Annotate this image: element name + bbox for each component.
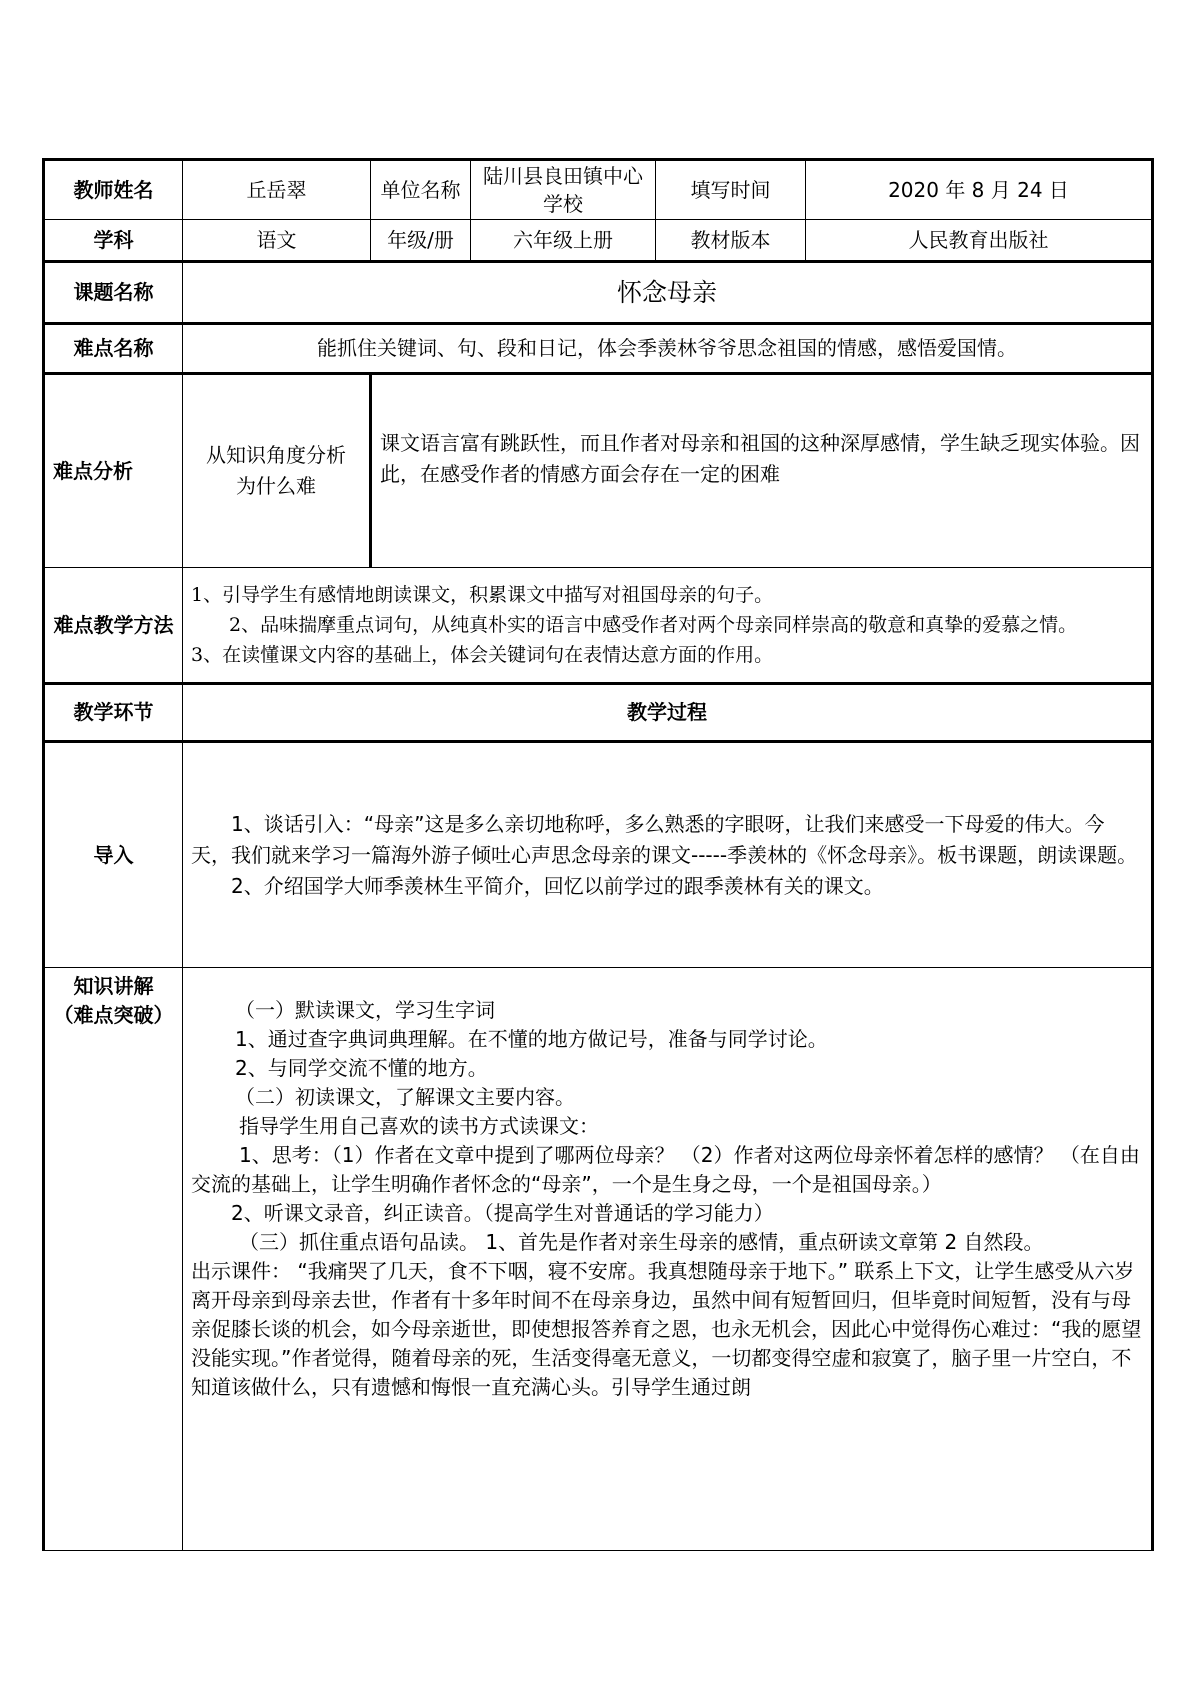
subject-label: 学科 — [44, 220, 183, 262]
knowledge-paragraph-7: 2、听课文录音，纠正读音。（提高学生对普通话的学习能力） — [231, 1201, 774, 1225]
process-header-value: 教学过程 — [183, 684, 1153, 742]
knowledge-paragraph-4: （二）初读课文，了解课文主要内容。 — [235, 1085, 575, 1109]
intro-paragraph-2: 2、介绍国学大师季羡林生平简介，回忆以前学过的跟季羡林有关的课文。 — [231, 873, 884, 898]
difficulty-value: 能抓住关键词、句、段和日记，体会季羡林爷爷思念祖国的情感，感悟爱国情。 — [183, 324, 1153, 374]
edition-label: 教材版本 — [656, 220, 806, 262]
fill-time-value: 2020 年 8 月 24 日 — [806, 160, 1153, 220]
method-item-1: 1、引导学生有感情地朗读课文，积累课文中描写对祖国母亲的句子。 — [191, 584, 774, 606]
method-item-3: 3、在读懂课文内容的基础上，体会关键词句在表情达意方面的作用。 — [191, 644, 774, 666]
lesson-plan-table — [42, 158, 1154, 1551]
knowledge-label-line2: （难点突破） — [53, 1003, 174, 1027]
topic-value: 怀念母亲 — [183, 262, 1153, 324]
teacher-name-value: 丘岳翠 — [183, 160, 371, 220]
teacher-name-label: 教师姓名 — [44, 160, 183, 220]
method-content — [183, 568, 1153, 684]
unit-name-value: 陆川县良田镇中心学校 — [471, 160, 656, 220]
grade-value: 六年级上册 — [471, 220, 656, 262]
intro-paragraph-1: 1、谈话引入：“母亲”这是多么亲切地称呼，多么熟悉的字眼呀，让我们来感受一下母爱的伟大。今天，我们就来学习一篇海外游子倾吐心声思念母亲的课文-----季羡林的《怀念母亲》。板书课题，朗读课题。 — [191, 811, 1138, 867]
fill-time-label: 填写时间 — [656, 160, 806, 220]
knowledge-paragraph-2: 1、通过查字典词典理解。在不懂的地方做记号，准备与同学讨论。 — [235, 1027, 828, 1051]
intro-content — [183, 742, 1153, 968]
analysis-label: 难点分析 — [44, 374, 183, 568]
method-item-2: 2、品味揣摩重点词句，从纯真朴实的语言中感受作者对两个母亲同样崇高的敬意和真挚的爱慕之情。 — [229, 614, 1078, 636]
analysis-sub-label: 从知识角度分析为什么难 — [183, 374, 371, 568]
knowledge-paragraph-5: 指导学生用自己喜欢的读书方式读课文： — [239, 1114, 599, 1138]
process-header-label: 教学环节 — [44, 684, 183, 742]
knowledge-paragraph-9: 出示课件： “我痛哭了几天，食不下咽，寝不安席。我真想随母亲于地下。” 联系上下文，让学生感受从六岁离开母亲到母亲去世，作者有十多年时间不在母亲身边，虽然中间有短暂回归，但毕竟时间短暂，没有与母亲促膝长谈的机会，如今母亲逝世，即使想报答养育之恩，也永无机会，因此心中觉得伤心难过：“我的愿望没能实现。”作者觉得，随着母亲的死，生活变得毫无意义，一切都变得空虚和寂寞了，脑子里一片空白，不知道该做什么，只有遗憾和悔恨一直充满心头。引导学生通过朗 — [191, 1259, 1142, 1399]
knowledge-paragraph-1: （一）默读课文，学习生字词 — [235, 998, 495, 1022]
knowledge-label — [44, 968, 183, 1551]
analysis-value: 课文语言富有跳跃性，而且作者对母亲和祖国的这种深厚感情，学生缺乏现实体验。因此，在感受作者的情感方面会存在一定的困难 — [371, 374, 1153, 568]
knowledge-paragraph-8: （三）抓住重点语句品读。 1、首先是作者对亲生母亲的感情，重点研读文章第 2 自然段。 — [239, 1230, 1044, 1254]
knowledge-content — [183, 968, 1153, 1551]
topic-label: 课题名称 — [44, 262, 183, 324]
intro-label: 导入 — [44, 742, 183, 968]
knowledge-paragraph-6: 1、思考：（1）作者在文章中提到了哪两位母亲？ （2）作者对这两位母亲怀着怎样的感情？ （在自由交流的基础上，让学生明确作者怀念的“母亲”，一个是生身之母，一个是祖国母亲。） — [191, 1143, 1140, 1196]
unit-name-label: 单位名称 — [371, 160, 471, 220]
knowledge-paragraph-3: 2、与同学交流不懂的地方。 — [235, 1056, 488, 1080]
edition-value: 人民教育出版社 — [806, 220, 1153, 262]
difficulty-label: 难点名称 — [44, 324, 183, 374]
grade-label: 年级/册 — [371, 220, 471, 262]
knowledge-label-line1: 知识讲解 — [73, 974, 154, 998]
subject-value: 语文 — [183, 220, 371, 262]
method-label: 难点教学方法 — [44, 568, 183, 684]
